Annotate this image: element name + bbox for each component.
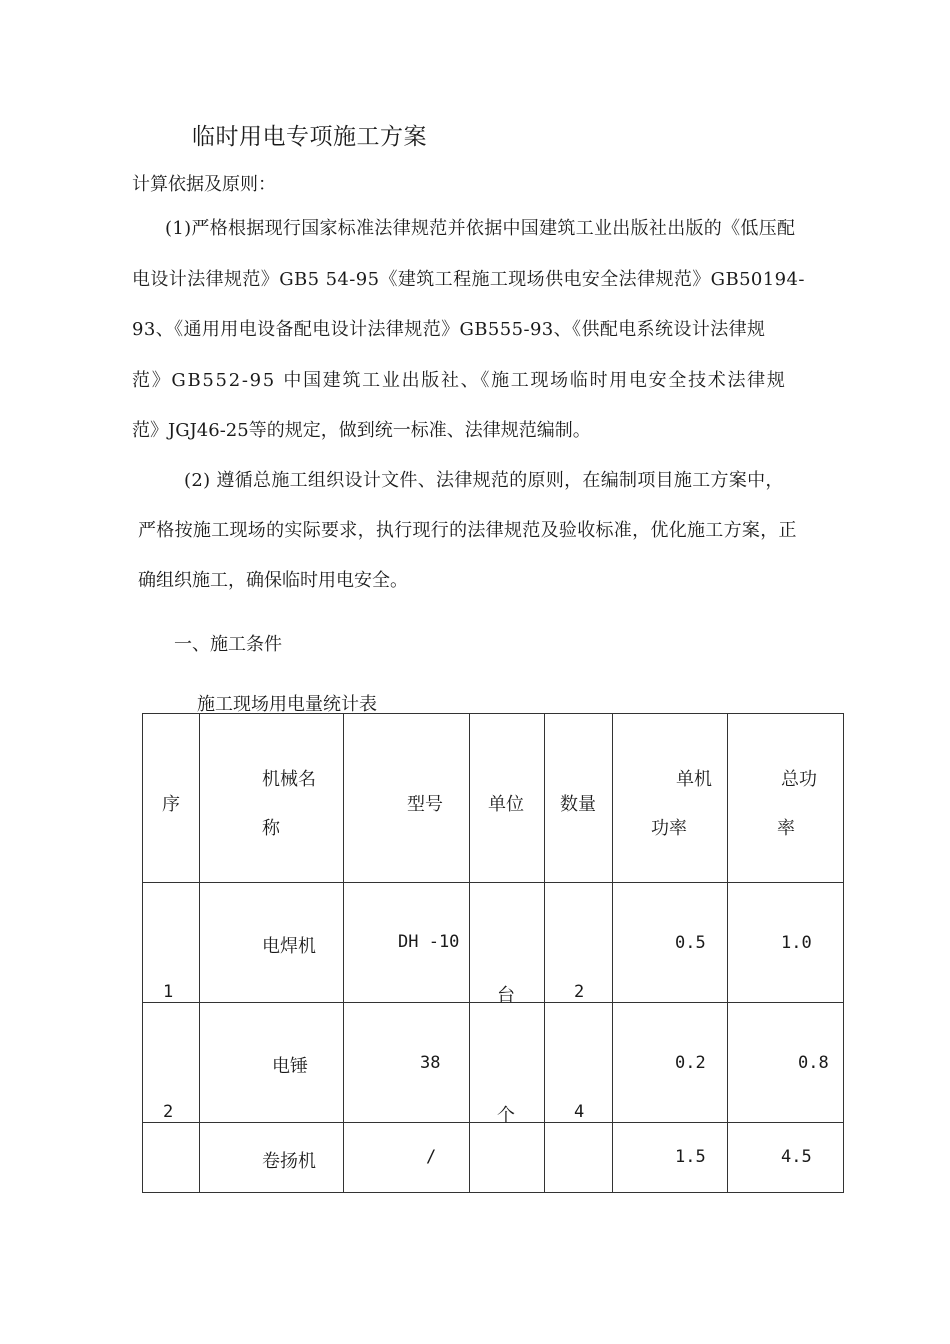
section-heading: 一、施工条件 [174, 634, 282, 655]
row-unit-power: 0.5 [675, 933, 706, 953]
row-seq: 2 [163, 1102, 174, 1122]
basis-heading: 计算依据及原则： [132, 174, 276, 195]
power-usage-table [142, 713, 844, 1193]
row-unit: 个 [497, 1105, 515, 1126]
paragraph-1-line: 93、《通用用电设备配电设计法律规范》GB555-93、《供配电系统设计法律规 [132, 319, 766, 340]
row-total-power: 0.8 [798, 1053, 829, 1073]
header-unit-power: 单机 [676, 769, 712, 790]
row-model: DH -10 [398, 932, 460, 952]
paragraph-2-line: 严格按施工现场的实际要求，执行现行的法律规范及验收标准，优化施工方案，正 [138, 520, 797, 541]
table-caption: 施工现场用电量统计表 [197, 694, 377, 715]
row-name: 卷扬机 [262, 1151, 316, 1172]
header-unit-power-cont: 功率 [651, 818, 687, 839]
paragraph-2-line: (2) 遵循总施工组织设计文件、法律规范的原则，在编制项目施工方案中， [184, 470, 784, 491]
header-total-power-cont: 率 [777, 818, 795, 839]
document-title: 临时用电专项施工方案 [192, 124, 427, 150]
header-name: 机械名 [262, 769, 316, 790]
row-name: 电锤 [272, 1056, 308, 1077]
row-total-power: 1.0 [781, 933, 812, 953]
header-total-power: 总功 [781, 769, 817, 790]
row-name: 电焊机 [262, 936, 316, 957]
table-row [143, 1123, 844, 1193]
row-qty: 2 [574, 982, 585, 1002]
row-qty: 4 [574, 1102, 585, 1122]
row-unit-power: 1.5 [675, 1147, 706, 1167]
table-row [143, 883, 844, 1003]
row-unit: 台 [497, 985, 515, 1006]
paragraph-1-line: 范》GB552-95 中国建筑工业出版社、《施工现场临时用电安全技术法律规 [132, 370, 787, 391]
row-total-power: 4.5 [781, 1147, 812, 1167]
header-model: 型号 [407, 794, 443, 815]
row-model: / [426, 1147, 437, 1167]
row-unit-power: 0.2 [675, 1053, 706, 1073]
header-seq: 序 [162, 794, 180, 815]
paragraph-2-line: 确组织施工，确保临时用电安全。 [138, 570, 408, 591]
header-unit: 单位 [488, 794, 524, 815]
table-row [143, 1003, 844, 1123]
paragraph-1-line: 范》JGJ46-25等的规定，做到统一标准、法律规范编制。 [132, 420, 591, 441]
paragraph-1-line: (1)严格根据现行国家标准法律规范并依据中国建筑工业出版社出版的《低压配 [165, 218, 796, 239]
header-qty: 数量 [560, 794, 596, 815]
row-model: 38 [420, 1053, 441, 1073]
table-header-row [143, 714, 844, 883]
row-seq: 1 [163, 982, 174, 1002]
header-name-cont: 称 [262, 818, 280, 839]
paragraph-1-line: 电设计法律规范》GB5 54-95《建筑工程施工现场供电安全法律规范》GB50194- [132, 269, 805, 290]
